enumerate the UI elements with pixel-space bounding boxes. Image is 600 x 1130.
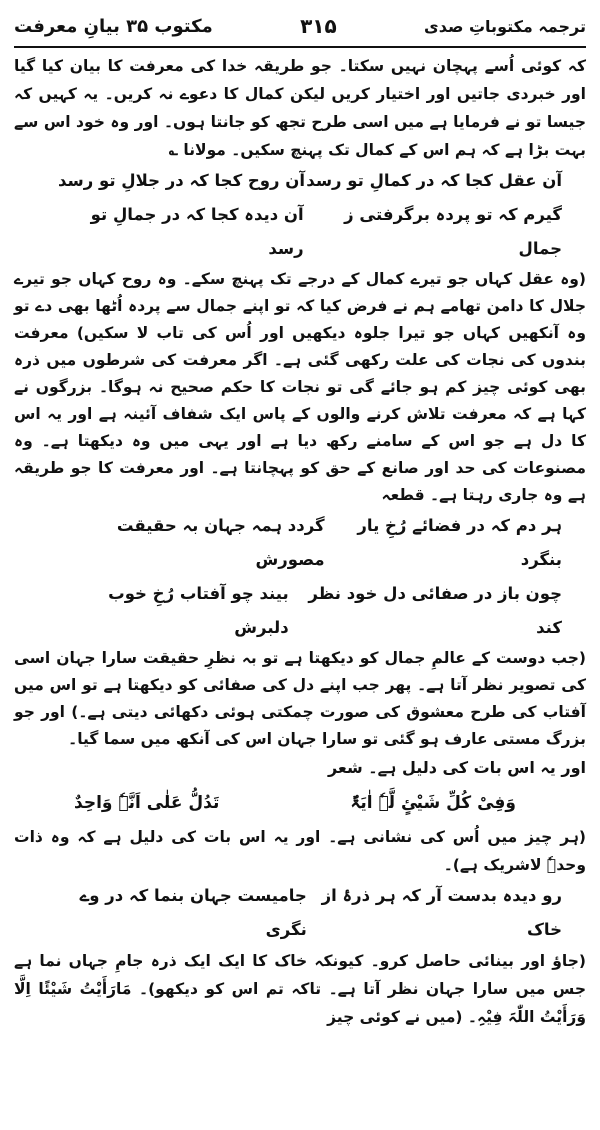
verse-hemistich: رو دیدہ بدست آر کہ ہر ذرۂ از خاک	[321, 886, 562, 939]
verse-hemistich: بیند چو آفتاب رُخِ خوب دلبرش	[108, 584, 289, 637]
verse-hemistich: گردد ہمہ جہان بہ حقیقت مصورش	[116, 516, 325, 569]
paragraph-qita-translation: (جب دوست کے عالمِ جمال کو دیکھتا ہے تو بہ نظرِ حقیقت سارا جہان اسی کی تصویر نظر آتا ہے۔ پھر جب اپنے دل کی صفائی کو دیکھتا ہے تو اس میں آفتاب کی طرح معشوق کی صورت چمکتی ہوئی دکھائی دیتی ہے۔) اور جو بزرگ مستی عارف ہو گئی تو سارا جہان اس کی آنکھ میں سما گیا۔	[14, 649, 586, 748]
letter-title: مکتوب ۳۵ بیانِ معرفت	[14, 15, 213, 37]
verse-hemistich: چون باز در صفائی دل خود نظر کند	[308, 584, 562, 637]
verse-hemistich: ہر دم کہ در فضائے رُخِ یار بنگرد	[357, 516, 562, 569]
section-label-shair: اور یہ اس بات کی دلیل ہے۔ شعر	[327, 758, 586, 777]
verse-hemistich: آن دیدہ کجا کہ در جمالِ تو رسد	[90, 205, 304, 258]
verse-hemistich: جامیست جہان بنما کہ در وے نگری	[79, 886, 307, 939]
paragraph-translation: (وہ عقل کہاں جو تیرے کمال کے درجے تک پہنچ سکے۔ وہ روح کہاں جو تیرے جلال کا دامن تھامے ہم نے فرض کیا کہ تو اپنے جمال سے پردہ اُٹھا بھی دے تو وہ آنکھیں کہاں جو تیرا جلوہ دیکھیں اور اُس کی تاب لا سکیں) معرفت بندوں کی نجات کی علت رکھی گئی ہے۔ اگر معرفت کی شرطوں میں ذرہ بھی کوئی چیز کم ہو جائے گی تو نجات کا حکم صحیح نہ ہوگا۔ بزرگوں نے کہا ہے کہ معرفت تلاش کرنے والوں کے پاس ایک شفاف آئینہ ہے اور یہ اس کا دل ہے جو اس کے سامنے رکھ دیا ہے اور یہی میں وہ دیکھتا ہے۔ وہ مصنوعات کی حد اور صانع کے حق کو پہچانتا ہے۔ اور معرفت کا جو طریقہ ہے وہ جاری رہتا ہے۔ قطعہ	[14, 270, 586, 504]
page-header	[14, 6, 586, 48]
qita-couplet-2	[14, 577, 586, 645]
verse-couplet-3	[14, 879, 586, 947]
paragraph-arabic-translation: (ہر چیز میں اُس کی نشانی ہے۔ اور یہ اس بات کی دلیل ہے کہ وہ ذات وحدہٗ لاشریک ہے)۔	[14, 828, 586, 874]
verse-couplet-2	[14, 198, 586, 266]
paragraph-closing: (جاؤ اور بینائی حاصل کرو۔ کیونکہ خاک کا ایک ایک ذرہ جامِ جہاں نما ہے جس میں سارا جہان نظر آتا ہے۔ تاکہ تم اس کو دیکھو)۔ مَارَأَیْتُ شَیْئًا اِلَّا وَرَأَیْتُ اللّٰہَ فِیْہِ۔ (میں نے کوئی چیز	[14, 952, 586, 1026]
page-body	[14, 52, 586, 1124]
verse-hemistich: آن عقل کجا کہ در کمالِ تو رسد	[306, 171, 562, 190]
verse-hemistich: آن روح کجا کہ در جلالِ تو رسد	[58, 171, 306, 190]
arabic-hemistich: تَدُلُّ عَلٰی اَنَّہٗ وَاحِدٌ	[74, 793, 220, 813]
arabic-verse	[14, 783, 586, 823]
arabic-hemistich: وَفِیْ کُلِّ شَیْئٍ لَّہٗ اٰیَۃٌ	[350, 793, 516, 813]
qita-couplet-1	[14, 509, 586, 577]
book-title: ترجمہ مکتوباتِ صدی	[424, 16, 586, 36]
page-number: ۳۱۵	[300, 14, 337, 38]
paragraph-opening: کہ کوئی اُسے پہچان نہیں سکتا۔ جو طریقہ خدا کی معرفت کا بیان کیا گیا اور خبردی جاتیں اور اختیار کریں لیکن کمال کا دعوے نہ کریں۔ یہ کہیں کہ جیسا تو نے فرمایا ہے میں اسی طرح تجھ کو جانتا ہوں۔ اور وہ خود اس سے بہت بڑا ہے کہ ہم اس کے کمال تک پہنچ سکیں۔ مولانا ؎	[14, 57, 586, 159]
verse-hemistich: گیرم کہ تو پردہ برگرفتی ز جمال	[344, 205, 562, 258]
verse-couplet-1	[14, 164, 586, 198]
